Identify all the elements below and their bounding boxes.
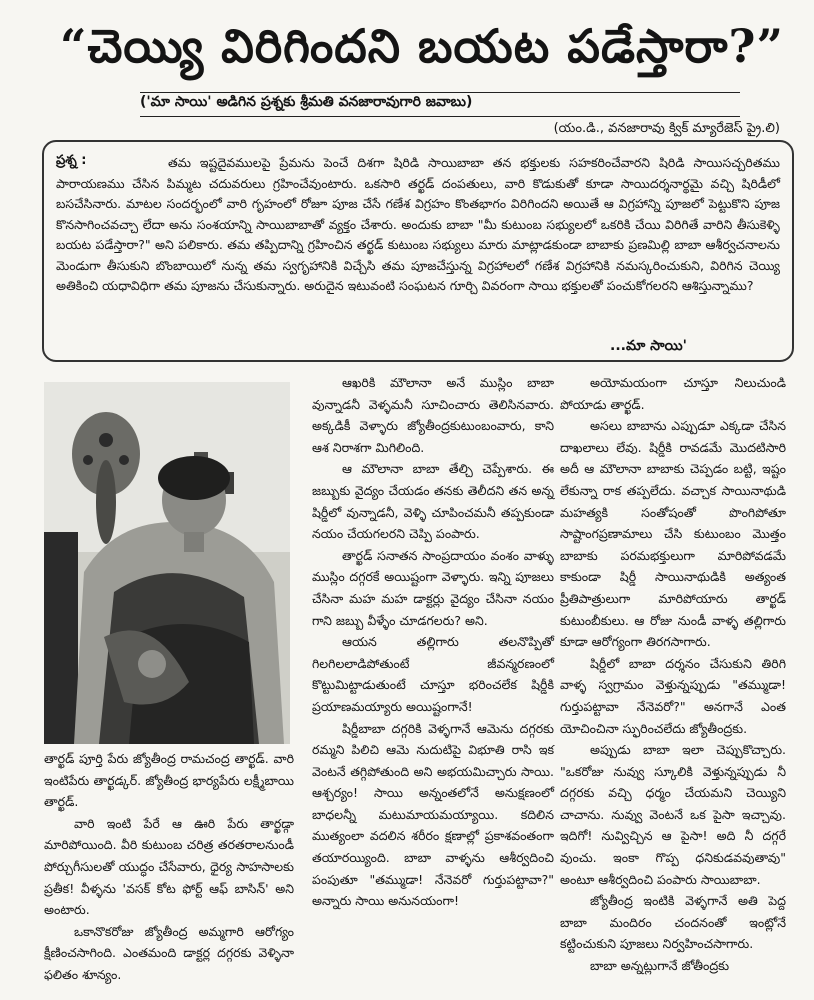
right-paragraph-4: అప్పుడు బాబా ఇలా చెప్పుకొచ్చారు. "ఒకరోజు నువ్వు స్కూలికి వెళ్తున్నప్పుడు నీ దగ్గరకు వచ్చి ధర్మం చేయమని చెయ్యిని చాచాను. నువ్వు వెంటనే ఒక పైసా ఇచ్చావు. ఇదిగో! నువ్విచ్చిన ఆ పైసా! అది నీ దగ్గరే వుంచు. ఇంకా గొప్ప ధనికుడవవుతావు" అంటూ ఆశీర్వదించి పంపారు సాయిబాబా. <box>560 742 786 887</box>
right-column <box>560 372 786 977</box>
left-paragraph-1: వారి ఇంటి పేరే ఆ ఊరి పేరు తార్ఖడ్గా మారిపోయింది. వీరి కుటుంబ చరిత్ర తరతరాలనుండీ పోర్చుగీసులతో యుద్ధం చేసేవారు, ధైర్య సాహసాలకు ప్రతీక! వీళ్ళను 'వసక్ కోట ఫోర్ట్ ఆఫ్ బాసిన్' అని అంటారు. <box>44 815 294 918</box>
middle-paragraph-3: తార్ఖడ్ సనాతన సాంప్రదాయం వంశం వాళ్ళు ముస్లిం దగ్గరకే అయిష్టంగా వెళ్ళారు. ఇన్ని పూజలు చేసినా మహ మహ డాక్టర్లు వైద్యం చేసినా నయం గాని జబ్బు వీళ్ళేం చూడగలరు? అని. <box>312 547 554 628</box>
right-paragraph-5: జ్యోతీంద్ర ఇంటికి వెళ్ళగానే అతి పెద్ద బాబా మందిరం చందనంతో ఇంట్లోనే కట్టించుకుని పూజలు నిర్వహించసాగారు. <box>560 893 786 952</box>
title-divider-bottom <box>140 116 740 117</box>
question-text: తమ ఇష్టదైవములపై ప్రేమను పెంచే దిశగా షిరిడి సాయిబాబా తన భక్తులకు సహకరించేవారని షిరిడి సాయిసచ్చరితము పారాయణము చేసిన పిమ్మట చదువరులు గ్రహించేవుంటారు. ఒకసారి తర్ఖడ్ దంపతులు, వారి కొడుకుతో కూడా సాయిదర్శనార్థమై వచ్చి షిరిడీలో బసచేసినారు. మాటల సందర్భంలో వారి గృహంలో రోజూ పూజ చేసే గణేశ విగ్రహం కొంతభాగం విరిగిందని అయితే ఆ విగ్రహాన్ని పూజలో పెట్టుకొని పూజ కొనసాగించవచ్చా లేదా అను సంశయాన్ని సాయిబాబాతో వ్యక్తం చేశారు. అందుకు బాబా "మీ కుటుంబ సభ్యులలో ఒకరికి చేయి విరిగితే వారిని తీసుకెళ్ళి బయట పడేస్తారా?" అని పలికారు. తమ తప్పిదాన్ని గ్రహించిన తర్ఖడ్ కుటుంబ సభ్యులు మారు మాట్లాడకుండా బాబాకు ప్రణమిల్లి బాబా ఆశీర్వచనాలను మెండుగా తీసుకుని బొంబాయిలో నున్న తమ స్వగృహానికి విచ్చేసి తమ పూజచేస్తున్న విగ్రహాలలో గణేశ విగ్రహానికి నమస్కరించుకుని, విరిగిన చెయ్యి అతికించి యధావిధిగా తమ పూజను చేసుకున్నారు. అరుదైన ఇటువంటి సంఘటన గూర్చి వివరంగా సాయి భక్తులతో పంచుకోగలరని ఆశిస్తున్నాము? <box>56 155 780 293</box>
left-column <box>44 748 294 986</box>
portrait-illustration <box>44 382 290 744</box>
question-label: ప్రశ్న : <box>56 153 87 168</box>
right-paragraph-6: బాబా అన్నట్లుగానే జోతీంద్రకు <box>590 958 730 974</box>
middle-paragraph-2: ఆ మౌలానా బాబా తేల్చి చెప్పేశారు. ఈ జబ్బుకు వైద్యం చేయడం తనకు తెలీదని తన అన్న షిర్డీలో వున్నాడనీ, వెళ్ళి చూపించమనీ తప్పకుండా నయం చేయగలరని చెప్పి పంపారు. <box>312 461 554 542</box>
right-paragraph-3: షిర్డీలో బాబా దర్శనం చేసుకుని తిరిగి వాళ్ళ స్వగ్రామం వెళ్తున్నప్పుడు "తమ్ముడా! గుర్తుపట్టావా నేనెవరో?" అనగానే ఎంత యోచించినా స్ఫురించలేదు జ్యోతీంద్రకు. <box>560 655 786 736</box>
title-divider-top <box>140 92 740 93</box>
question-signature: ...మా సాయి' <box>610 338 687 354</box>
middle-paragraph-5: షిర్డీబాబా దగ్గరికి వెళ్ళగానే ఆమెను దగ్గరకు రమ్మని పిలిచి ఆమె నుదుటిపై విభూతి రాసి ఇక వెంటనే తగ్గిపోతుంది అని అభయమిచ్చారు సాయి. ఆశ్చర్యం! సాయి అన్నంతలోనే అనుక్షణంలో బాధలన్నీ మటుమాయమయ్యాయి. కదిలిన ముత్యంలా వదలిన శరీరం క్షణాల్లో ప్రకాశవంతంగా తయారయ్యింది. బాబా వాళ్ళను ఆశీర్వదించి పంపుతూ "తమ్ముడా! నేనెవరో గుర్తుపట్టావా?" అన్నారు సాయి అనునయంగా! <box>312 720 554 909</box>
middle-column <box>312 372 554 912</box>
right-paragraph-2: అసలు బాబాను ఎప్పుడూ ఎక్కడా చేసిన దాఖలాలు లేవు. షిర్డీకి రావడమే మొదటిసారి అదీ ఆ మౌలానా బాబాకు చెప్పడం బట్టి, ఇష్టం లేకున్నా రాక తప్పలేదు. వచ్చాక సాయినాథుడి మహత్యకి సంతోషంతో పొంగిపోతూ సాష్టాంగప్రణామాలు చేసి కుటుంబం మొత్తం బాబాకు పరమభక్తులుగా మారిపోవడమే కాకుండా షిర్డీ సాయినాథుడికి అత్యంత ప్రీతిపాత్రులుగా మారిపోయారు తార్ఖడ్ కుటుంబీకులు. ఆ రోజు నుండీ వాళ్ళ తల్లిగారు కూడా ఆరోగ్యంగా తిరగసాగారు. <box>560 418 786 650</box>
middle-paragraph-4: ఆయన తల్లిగారు తలనొప్పితో గిలగిలలాడిపోతుంటే జీవన్మరణంలో కొట్టుమిట్టాడుతుంటే చూస్తూ భరించలేక షిర్డీకి ప్రయాణమయ్యారు అయిష్టంగానే! <box>312 634 554 714</box>
article-title: “చెయ్యి విరిగిందని బయట పడేస్తారా?” <box>60 19 784 73</box>
author-credit: (యం.డి., వనజారావు క్విక్ మ్యారేజెస్ ప్రై.లి) <box>553 121 780 136</box>
left-paragraph-2: ఒకానొకరోజు జ్యోతీంద్ర అమ్మగారి ఆరోగ్యం క్షీణించసాగింది. ఎంతమంది డాక్టర్ల దగ్గరకు వెళ్ళినా ఫలితం శూన్యం. <box>44 923 294 982</box>
author-photo <box>44 382 290 744</box>
middle-paragraph-1: ఆఖరికి మౌలానా అనే ముస్లిం బాబా వున్నాడనీ వెళ్ళమనీ సూచించారు తెలిసినవారు. అక్కడికీ వెళ్ళారు జ్యోతీంద్రకుటుంబంవారు, కాని ఆశ నిరాశగా మిగిలింది. <box>312 375 554 455</box>
right-paragraph-1: అయోమయంగా చూస్తూ నిలుచుండి పోయాడు తార్ఖడ్. <box>560 375 786 412</box>
photo-caption: తార్ఖడ్ పూర్తి పేరు జ్యోతీంద్ర రామచంద్ర తార్ఖడ్. వారి ఇంటిపేరు తార్ఖడ్కర్. జ్యోతీంద్ర భార్యపేరు లక్ష్మీబాయి తార్ఖడ్. <box>44 751 294 810</box>
article-byline: ('మా సాయి' అడిగిన ప్రశ్నకు శ్రీమతి వనజారావుగారి జవాబు) <box>140 94 473 110</box>
